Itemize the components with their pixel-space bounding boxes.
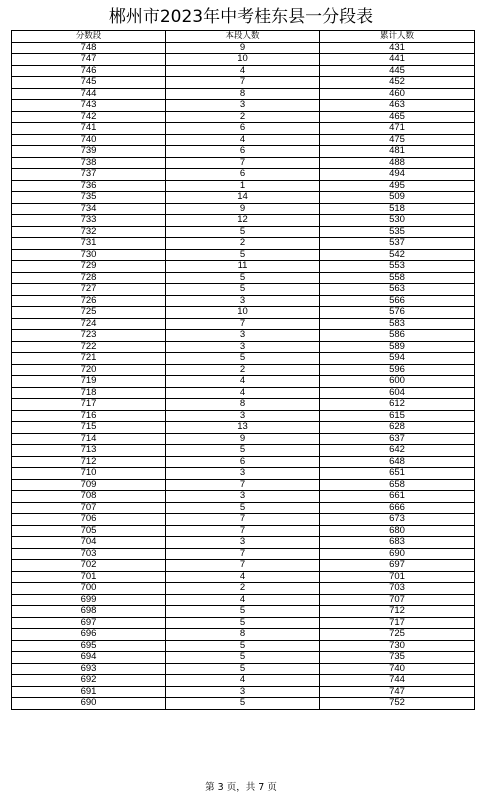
table-row <box>12 594 475 606</box>
cell-score: 743 <box>12 100 166 112</box>
cell-score: 720 <box>12 364 166 376</box>
cell-score: 730 <box>12 249 166 261</box>
cell-score: 724 <box>12 318 166 330</box>
cell-count: 2 <box>166 111 320 123</box>
cell-score: 719 <box>12 376 166 388</box>
cell-cumulative: 563 <box>320 284 475 296</box>
cell-score: 701 <box>12 571 166 583</box>
cell-score: 716 <box>12 410 166 422</box>
cell-count: 8 <box>166 399 320 411</box>
table-row <box>12 215 475 227</box>
cell-count: 9 <box>166 433 320 445</box>
cell-cumulative: 488 <box>320 157 475 169</box>
cell-score: 697 <box>12 617 166 629</box>
cell-cumulative: 445 <box>320 65 475 77</box>
cell-cumulative: 740 <box>320 663 475 675</box>
cell-count: 10 <box>166 307 320 319</box>
cell-cumulative: 518 <box>320 203 475 215</box>
cell-cumulative: 604 <box>320 387 475 399</box>
table-row <box>12 203 475 215</box>
table-row <box>12 433 475 445</box>
cell-count: 7 <box>166 318 320 330</box>
cell-cumulative: 586 <box>320 330 475 342</box>
cell-cumulative: 651 <box>320 468 475 480</box>
table-row <box>12 468 475 480</box>
cell-cumulative: 576 <box>320 307 475 319</box>
cell-score: 694 <box>12 652 166 664</box>
cell-cumulative: 452 <box>320 77 475 89</box>
table-row <box>12 226 475 238</box>
cell-cumulative: 690 <box>320 548 475 560</box>
cell-cumulative: 583 <box>320 318 475 330</box>
table-row <box>12 77 475 89</box>
cell-cumulative: 730 <box>320 640 475 652</box>
cell-count: 7 <box>166 77 320 89</box>
cell-cumulative: 648 <box>320 456 475 468</box>
table-body <box>12 42 475 709</box>
table-header-row <box>12 31 475 43</box>
cell-cumulative: 431 <box>320 42 475 54</box>
header-cumulative: 累计人数 <box>320 31 475 43</box>
table-row <box>12 100 475 112</box>
cell-count: 13 <box>166 422 320 434</box>
table-row <box>12 663 475 675</box>
cell-score: 692 <box>12 675 166 687</box>
cell-score: 722 <box>12 341 166 353</box>
cell-score: 726 <box>12 295 166 307</box>
cell-count: 9 <box>166 203 320 215</box>
cell-cumulative: 495 <box>320 180 475 192</box>
cell-cumulative: 596 <box>320 364 475 376</box>
cell-cumulative: 509 <box>320 192 475 204</box>
cell-count: 3 <box>166 330 320 342</box>
cell-cumulative: 717 <box>320 617 475 629</box>
cell-count: 1 <box>166 180 320 192</box>
cell-count: 6 <box>166 456 320 468</box>
table-row <box>12 284 475 296</box>
cell-count: 8 <box>166 88 320 100</box>
cell-count: 5 <box>166 249 320 261</box>
cell-cumulative: 441 <box>320 54 475 66</box>
cell-cumulative: 673 <box>320 514 475 526</box>
cell-count: 5 <box>166 226 320 238</box>
cell-count: 4 <box>166 376 320 388</box>
table-row <box>12 295 475 307</box>
cell-cumulative: 658 <box>320 479 475 491</box>
table-row <box>12 502 475 514</box>
cell-count: 2 <box>166 583 320 595</box>
table-row <box>12 307 475 319</box>
cell-score: 747 <box>12 54 166 66</box>
cell-score: 727 <box>12 284 166 296</box>
table-row <box>12 571 475 583</box>
cell-score: 742 <box>12 111 166 123</box>
cell-cumulative: 494 <box>320 169 475 181</box>
cell-cumulative: 661 <box>320 491 475 503</box>
cell-score: 698 <box>12 606 166 618</box>
cell-cumulative: 697 <box>320 560 475 572</box>
cell-score: 734 <box>12 203 166 215</box>
cell-score: 732 <box>12 226 166 238</box>
cell-count: 5 <box>166 617 320 629</box>
cell-count: 3 <box>166 100 320 112</box>
table-row <box>12 134 475 146</box>
cell-count: 4 <box>166 675 320 687</box>
cell-count: 3 <box>166 491 320 503</box>
cell-cumulative: 744 <box>320 675 475 687</box>
cell-score: 733 <box>12 215 166 227</box>
cell-score: 702 <box>12 560 166 572</box>
table-row <box>12 341 475 353</box>
header-score: 分数段 <box>12 31 166 43</box>
cell-score: 705 <box>12 525 166 537</box>
cell-score: 728 <box>12 272 166 284</box>
table-row <box>12 318 475 330</box>
cell-cumulative: 747 <box>320 686 475 698</box>
cell-cumulative: 542 <box>320 249 475 261</box>
cell-cumulative: 535 <box>320 226 475 238</box>
cell-count: 3 <box>166 468 320 480</box>
table-row <box>12 606 475 618</box>
cell-cumulative: 637 <box>320 433 475 445</box>
cell-count: 5 <box>166 652 320 664</box>
cell-count: 12 <box>166 215 320 227</box>
cell-cumulative: 530 <box>320 215 475 227</box>
cell-score: 714 <box>12 433 166 445</box>
cell-score: 709 <box>12 479 166 491</box>
cell-cumulative: 703 <box>320 583 475 595</box>
table-row <box>12 387 475 399</box>
cell-cumulative: 558 <box>320 272 475 284</box>
cell-score: 710 <box>12 468 166 480</box>
table-row <box>12 652 475 664</box>
header-count: 本段人数 <box>166 31 320 43</box>
cell-count: 5 <box>166 284 320 296</box>
cell-score: 699 <box>12 594 166 606</box>
cell-score: 717 <box>12 399 166 411</box>
cell-score: 739 <box>12 146 166 158</box>
table-row <box>12 675 475 687</box>
table-row <box>12 525 475 537</box>
cell-count: 2 <box>166 364 320 376</box>
cell-cumulative: 537 <box>320 238 475 250</box>
cell-count: 4 <box>166 65 320 77</box>
table-row <box>12 686 475 698</box>
cell-score: 723 <box>12 330 166 342</box>
cell-cumulative: 463 <box>320 100 475 112</box>
cell-count: 8 <box>166 629 320 641</box>
cell-cumulative: 680 <box>320 525 475 537</box>
cell-cumulative: 752 <box>320 698 475 710</box>
cell-count: 5 <box>166 272 320 284</box>
score-distribution-table <box>11 30 475 710</box>
cell-cumulative: 465 <box>320 111 475 123</box>
cell-count: 5 <box>166 502 320 514</box>
cell-score: 696 <box>12 629 166 641</box>
table-row <box>12 698 475 710</box>
cell-count: 14 <box>166 192 320 204</box>
table-row <box>12 640 475 652</box>
cell-cumulative: 612 <box>320 399 475 411</box>
cell-cumulative: 628 <box>320 422 475 434</box>
cell-score: 693 <box>12 663 166 675</box>
cell-score: 707 <box>12 502 166 514</box>
cell-count: 3 <box>166 295 320 307</box>
cell-count: 7 <box>166 157 320 169</box>
cell-count: 10 <box>166 54 320 66</box>
cell-count: 6 <box>166 169 320 181</box>
cell-score: 704 <box>12 537 166 549</box>
cell-cumulative: 615 <box>320 410 475 422</box>
cell-score: 718 <box>12 387 166 399</box>
table-row <box>12 445 475 457</box>
cell-count: 4 <box>166 387 320 399</box>
cell-count: 6 <box>166 123 320 135</box>
cell-score: 695 <box>12 640 166 652</box>
cell-cumulative: 707 <box>320 594 475 606</box>
cell-score: 748 <box>12 42 166 54</box>
table-row <box>12 54 475 66</box>
cell-count: 4 <box>166 571 320 583</box>
cell-score: 725 <box>12 307 166 319</box>
cell-score: 700 <box>12 583 166 595</box>
cell-count: 4 <box>166 594 320 606</box>
cell-score: 737 <box>12 169 166 181</box>
table-row <box>12 238 475 250</box>
cell-count: 4 <box>166 134 320 146</box>
table-row <box>12 111 475 123</box>
table-row <box>12 364 475 376</box>
table-row <box>12 353 475 365</box>
cell-score: 703 <box>12 548 166 560</box>
cell-count: 3 <box>166 341 320 353</box>
cell-cumulative: 589 <box>320 341 475 353</box>
cell-count: 7 <box>166 548 320 560</box>
cell-count: 9 <box>166 42 320 54</box>
cell-score: 738 <box>12 157 166 169</box>
table-row <box>12 123 475 135</box>
cell-score: 712 <box>12 456 166 468</box>
cell-score: 731 <box>12 238 166 250</box>
cell-score: 741 <box>12 123 166 135</box>
cell-cumulative: 666 <box>320 502 475 514</box>
cell-score: 744 <box>12 88 166 100</box>
cell-count: 7 <box>166 525 320 537</box>
cell-count: 5 <box>166 445 320 457</box>
cell-cumulative: 553 <box>320 261 475 273</box>
table-row <box>12 422 475 434</box>
page-title: 郴州市2023年中考桂东县一分段表 <box>108 7 374 27</box>
table-row <box>12 399 475 411</box>
cell-score: 715 <box>12 422 166 434</box>
table-row <box>12 376 475 388</box>
cell-count: 7 <box>166 514 320 526</box>
table-row <box>12 514 475 526</box>
table-row <box>12 548 475 560</box>
table-row <box>12 146 475 158</box>
cell-count: 2 <box>166 238 320 250</box>
cell-score: 735 <box>12 192 166 204</box>
table-row <box>12 272 475 284</box>
table-row <box>12 65 475 77</box>
cell-score: 736 <box>12 180 166 192</box>
cell-count: 3 <box>166 686 320 698</box>
cell-score: 746 <box>12 65 166 77</box>
table-row <box>12 249 475 261</box>
cell-cumulative: 481 <box>320 146 475 158</box>
table-row <box>12 42 475 54</box>
cell-cumulative: 475 <box>320 134 475 146</box>
cell-count: 3 <box>166 537 320 549</box>
cell-count: 5 <box>166 353 320 365</box>
cell-count: 3 <box>166 410 320 422</box>
cell-count: 5 <box>166 663 320 675</box>
table-row <box>12 491 475 503</box>
cell-count: 6 <box>166 146 320 158</box>
cell-count: 7 <box>166 479 320 491</box>
cell-cumulative: 600 <box>320 376 475 388</box>
table-row <box>12 261 475 273</box>
table-row <box>12 192 475 204</box>
cell-cumulative: 712 <box>320 606 475 618</box>
page-footer: 第 3 页，共 7 页 <box>205 782 277 793</box>
cell-count: 7 <box>166 560 320 572</box>
cell-count: 5 <box>166 640 320 652</box>
cell-score: 745 <box>12 77 166 89</box>
cell-score: 706 <box>12 514 166 526</box>
table-row <box>12 629 475 641</box>
table-row <box>12 617 475 629</box>
table-row <box>12 157 475 169</box>
table-row <box>12 88 475 100</box>
cell-cumulative: 471 <box>320 123 475 135</box>
cell-cumulative: 594 <box>320 353 475 365</box>
cell-score: 729 <box>12 261 166 273</box>
table-row <box>12 479 475 491</box>
cell-score: 708 <box>12 491 166 503</box>
cell-count: 11 <box>166 261 320 273</box>
cell-cumulative: 735 <box>320 652 475 664</box>
cell-count: 5 <box>166 606 320 618</box>
cell-cumulative: 460 <box>320 88 475 100</box>
cell-count: 5 <box>166 698 320 710</box>
table-row <box>12 583 475 595</box>
cell-score: 691 <box>12 686 166 698</box>
cell-score: 740 <box>12 134 166 146</box>
table-row <box>12 180 475 192</box>
cell-score: 721 <box>12 353 166 365</box>
cell-cumulative: 566 <box>320 295 475 307</box>
cell-cumulative: 642 <box>320 445 475 457</box>
cell-cumulative: 725 <box>320 629 475 641</box>
cell-cumulative: 701 <box>320 571 475 583</box>
cell-cumulative: 683 <box>320 537 475 549</box>
table-row <box>12 537 475 549</box>
table-row <box>12 330 475 342</box>
cell-score: 713 <box>12 445 166 457</box>
table-row <box>12 169 475 181</box>
cell-score: 690 <box>12 698 166 710</box>
table-row <box>12 560 475 572</box>
table-row <box>12 456 475 468</box>
table-row <box>12 410 475 422</box>
